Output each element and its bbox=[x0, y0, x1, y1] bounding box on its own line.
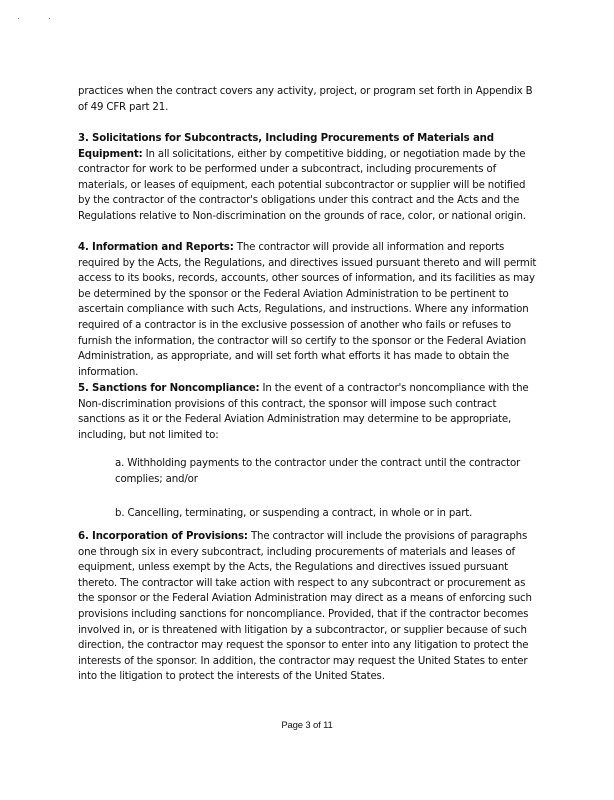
scan-artifact bbox=[18, 18, 19, 19]
list-item-cancelling: b. Cancelling, terminating, or suspending a contract, in whole or in part. bbox=[115, 508, 473, 519]
section-heading: 3. Solicitations for Subcontracts, Including Procurements of Materials and Equipment: bbox=[78, 133, 494, 160]
section-6-incorporation bbox=[78, 529, 540, 685]
page-number-footer: Page 3 of 11 bbox=[281, 720, 333, 731]
section-heading: 6. Incorporation of Provisions: bbox=[78, 531, 248, 542]
continuation-paragraph: practices when the contract covers any activity, project, or program set forth in Appendix B of 49 CFR part 21. bbox=[78, 86, 533, 113]
section-body: The contractor will provide all information and reports required by the Acts, the Regulations, and directives issued pursuant thereto and will permit access to its books, records, accounts, other sources of information, and its facilities as may be determined by the sponsor or the Federal Aviation Administration to be pertinent to ascertain compliance with such Acts, Regulations, and instructions. Where any information required of a contractor is in the exclusive possession of another who fails or refuses to furnish the information, the contractor will so certify to the sponsor or the Federal Aviation Administration, as appropriate, and will set forth what efforts it has made to obtain the information. bbox=[78, 242, 537, 378]
section-3-solicitations bbox=[78, 131, 540, 225]
list-item-withholding: a. Withholding payments to the contractor under the contract until the contractor complies; and/or bbox=[115, 458, 521, 485]
section-body: The contractor will include the provisions of paragraphs one through six in every subcontract, including procurements of materials and leases of equipment, unless exempt by the Acts, the Regulations and directives issued pursuant thereto. The contractor will take action with respect to any subcontract or procurement as the sponsor or the Federal Aviation Administration may direct as a means of enforcing such provisions including sanctions for noncompliance. Provided, that if the contractor becomes involved in, or is threatened with litigation by a subcontractor, or supplier because of such direction, the contractor may request the sponsor to enter into any litigation to protect the interests of the sponsor. In addition, the contractor may request the United States to enter into the litigation to protect the interests of the United States. bbox=[78, 531, 532, 683]
section-5-sanctions bbox=[78, 381, 540, 443]
section-heading: 5. Sanctions for Noncompliance: bbox=[78, 383, 260, 394]
scan-artifact bbox=[49, 18, 50, 19]
section-body: In the event of a contractor's noncompliance with the Non-discrimination provisions of this contract, the sponsor will impose such contract sanctions as it or the Federal Aviation Administration may determine to be appropriate, including, but not limited to: bbox=[78, 383, 529, 441]
section-4-information-reports bbox=[78, 240, 540, 380]
section-heading: 4. Information and Reports: bbox=[78, 242, 234, 253]
section-body: In all solicitations, either by competitive bidding, or negotiation made by the contractor for work to be performed under a subcontract, including procurements of materials, or leases of equipment, each potential subcontractor or supplier will be notified by the contractor of the contractor's obligations under this contract and the Acts and the Regulations relative to Non-discrimination on the grounds of race, color, or national origin. bbox=[78, 148, 526, 222]
